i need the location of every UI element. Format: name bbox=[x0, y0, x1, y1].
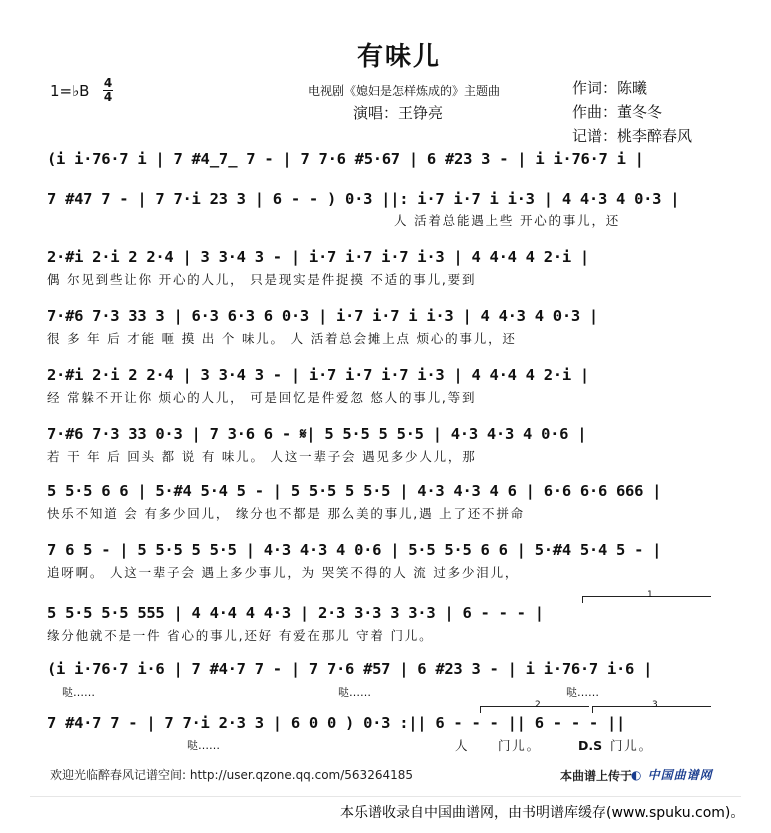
logo-text: 中国曲谱网 bbox=[647, 768, 713, 782]
score-row-7-lyrics: 快乐不知道 会 有多少回儿， 缘分也不都是 那么美的事儿,遇 上了还不拼命 bbox=[47, 506, 525, 521]
score-row-8-lyrics: 追呀啊。 人这一辈子会 遇上多少事儿，为 哭笑不得的人 流 过多少泪儿， bbox=[47, 565, 520, 580]
score-row-6-notes: 7·#6 7·3 33 0·3 | 7 3·6 6 - 𝄋| 5 5·5 5 5·5 | 4·3 4·3 4 0·6 | bbox=[47, 425, 587, 443]
score-row-5-lyrics: 经 常躲不开让你 烦心的人儿， 可是回忆是件爱忽 悠人的事儿,等到 bbox=[47, 390, 477, 405]
score-row-2-lyrics: 人 活着总能遇上些 开心的事儿，还 bbox=[394, 213, 621, 228]
score-row-6-lyrics: 若 干 年 后 回头 都 说 有 味儿。 人这一辈子会 遇见多少人儿，那 bbox=[47, 449, 477, 464]
score-row-9-notes: 5 5·5 5·5 555 | 4 4·4 4 4·3 | 2·3 3·3 3 3·3 | 6 - - - | bbox=[47, 604, 544, 622]
lyric-men-2: 门儿。 bbox=[610, 738, 653, 753]
score-row-2-notes: 7 #47 7 - | 7 7·i 23 3 | 6 - - ) 0·3 ||: i·7 i·7 i i·3 | 4 4·3 4 0·3 | bbox=[47, 190, 680, 208]
volta-bracket-2 bbox=[480, 700, 589, 713]
score-row-8-notes: 7 6 5 - | 5 5·5 5 5·5 | 4·3 4·3 4 0·6 | 5·5 5·5 6 6 | 5·#4 5·4 5 - | bbox=[47, 541, 662, 559]
score-row-4-lyrics: 很 多 年 后 才能 咂 摸 出 个 味儿。 人 活着总会摊上点 烦心的事儿，还 bbox=[47, 331, 517, 346]
lyricist: 作词：陈曦 bbox=[572, 79, 648, 97]
lyric-men-1: 门儿。 bbox=[498, 738, 541, 753]
ds-marker: D.S bbox=[578, 738, 603, 753]
composer: 作曲：董冬冬 bbox=[572, 103, 663, 121]
time-signature-top: 4 bbox=[103, 76, 113, 90]
interjection-da-1: 哒…… bbox=[62, 686, 95, 699]
logo-mark-icon: ◐ bbox=[631, 768, 643, 782]
score-row-3-lyrics: 偶 尔见到些让你 开心的人儿， 只是现实是件捉摸 不适的事儿,要到 bbox=[47, 272, 477, 287]
subtitle: 电视剧《媳妇是怎样炼成的》主题曲 bbox=[308, 84, 501, 98]
singer: 演唱：王铮亮 bbox=[353, 104, 444, 122]
divider bbox=[30, 796, 741, 797]
score-row-9-lyrics: 缘分他就不是一件 省心的事儿,还好 有爱在那儿 守着 门儿。 bbox=[47, 628, 434, 643]
score-row-3-notes: 2·#i 2·i 2 2·4 | 3 3·4 3 - | i·7 i·7 i·7 i·3 | 4 4·4 4 2·i | bbox=[47, 248, 589, 266]
interjection-da-2: 哒…… bbox=[338, 686, 371, 699]
interjection-da-4: 哒…… bbox=[187, 739, 220, 752]
score-row-4-notes: 7·#6 7·3 33 3 | 6·3 6·3 6 0·3 | i·7 i·7 i i·3 | 4 4·3 4 0·3 | bbox=[47, 307, 598, 325]
score-row-5-notes: 2·#i 2·i 2 2·4 | 3 3·4 3 - | i·7 i·7 i·7 i·3 | 4 4·4 4 2·i | bbox=[47, 366, 589, 384]
uploaded-label: 本曲谱上传于 bbox=[560, 769, 633, 783]
lyric-ren: 人 bbox=[455, 738, 470, 753]
score-row-11-notes: 7 #4·7 7 - | 7 7·i 2·3 3 | 6 0 0 ) 0·3 :|| 6 - - - || 6 - - - || bbox=[47, 714, 626, 732]
key-signature: 1=♭B bbox=[50, 82, 90, 100]
interjection-da-3: 哒…… bbox=[566, 686, 599, 699]
transcriber: 记谱：桃李醉春风 bbox=[572, 127, 693, 145]
song-title: 有味儿 bbox=[357, 42, 442, 72]
time-signature-bottom: 4 bbox=[103, 89, 113, 104]
volta-number-2: 2 bbox=[535, 700, 541, 710]
score-row-7-notes: 5 5·5 6 6 | 5·#4 5·4 5 - | 5 5·5 5 5·5 | 4·3 4·3 4 6 | 6·6 6·6 666 | bbox=[47, 482, 662, 500]
volta-number-1: 1 bbox=[647, 590, 653, 600]
volta-bracket-1 bbox=[582, 590, 711, 603]
time-signature bbox=[103, 77, 113, 103]
volta-number-3: 3 bbox=[652, 700, 658, 710]
site-logo bbox=[631, 766, 713, 783]
welcome-line: 欢迎光临醉春风记谱空间: http://user.qzone.qq.com/563264185 bbox=[50, 768, 414, 782]
score-row-10-notes: (i i·76·7 i·6 | 7 #4·7 7 - | 7 7·6 #57 | 6 #23 3 - | i i·76·7 i·6 | bbox=[47, 660, 653, 678]
score-row-1-notes: (i i·76·7 i | 7 #4̲7̲ 7 - | 7 7·6 #5·67 | 6 #23 3 - | i i·76·7 i | bbox=[47, 150, 644, 168]
volta-bracket-3 bbox=[592, 700, 711, 713]
credit-line: 本乐谱收录自中国曲谱网，由书明谱库缓存(www.spuku.com)。 bbox=[340, 805, 745, 821]
